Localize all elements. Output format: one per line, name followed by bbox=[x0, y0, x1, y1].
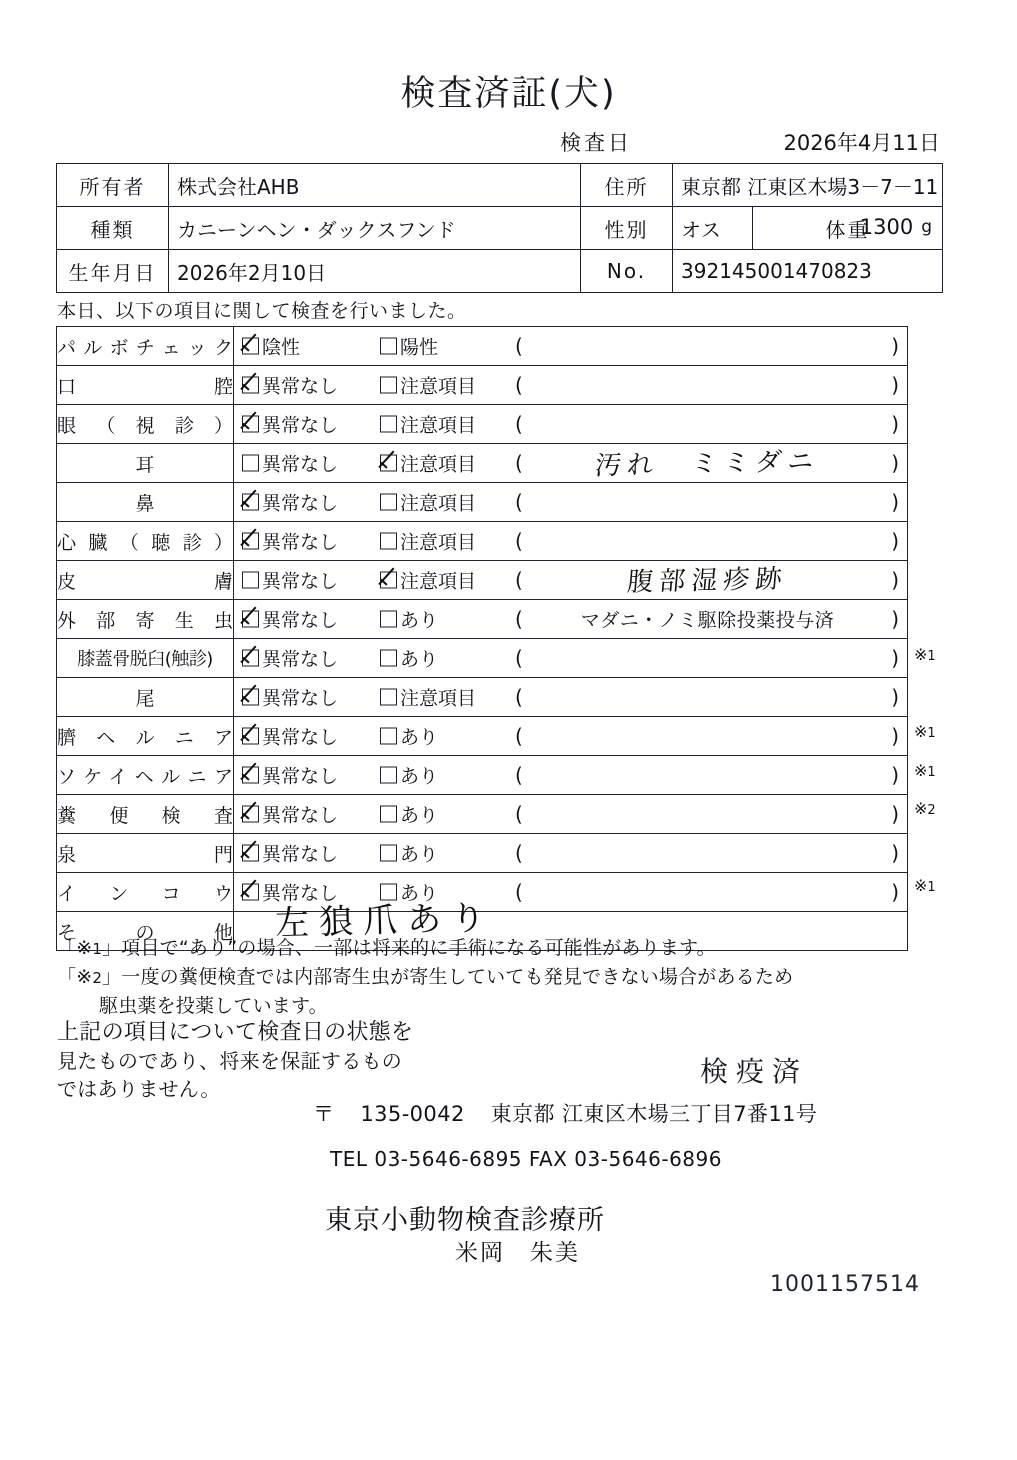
paren-open: ( bbox=[515, 841, 523, 865]
table-row-owner bbox=[57, 164, 943, 207]
checkbox-icon[interactable] bbox=[380, 338, 397, 355]
footnote-marker-number: 1 bbox=[927, 726, 936, 741]
serial-number: 1001157514 bbox=[770, 1272, 920, 1297]
paren-close: ) bbox=[891, 451, 899, 475]
exam-date-label: 検査日 bbox=[560, 131, 632, 155]
checklist-item-options bbox=[234, 717, 908, 756]
checkbox-checked-icon[interactable] bbox=[242, 689, 259, 706]
other-row-label: その他 bbox=[57, 912, 234, 951]
checkbox-icon[interactable] bbox=[380, 689, 397, 706]
option-label: 注意項目 bbox=[400, 492, 477, 515]
checklist-item-label: 皮 膚 bbox=[57, 561, 234, 600]
checklist-option-a[interactable] bbox=[242, 840, 338, 867]
disclaimer-line-3: ではありません。 bbox=[57, 1077, 221, 1101]
paren-open: ( bbox=[515, 568, 523, 592]
table-row bbox=[57, 795, 908, 834]
no-value: 392145001470823 bbox=[673, 250, 943, 293]
checkbox-icon[interactable] bbox=[242, 455, 259, 472]
checklist-item-options bbox=[234, 756, 908, 795]
table-row bbox=[57, 483, 908, 522]
page-title: 検査済証(犬) bbox=[400, 74, 617, 114]
checklist-item-label: 心臓（聴診） bbox=[57, 522, 234, 561]
option-label: 注意項目 bbox=[400, 375, 477, 398]
checklist-item-options bbox=[234, 405, 908, 444]
checklist-item-options bbox=[234, 600, 908, 639]
paren-close: ) bbox=[891, 334, 899, 358]
table-row bbox=[57, 756, 908, 795]
checklist-item-options bbox=[234, 561, 908, 600]
checklist-note-handwritten: 汚れ ミミダニ bbox=[593, 446, 821, 482]
checklist-option-a[interactable] bbox=[242, 645, 338, 672]
paren-open: ( bbox=[515, 802, 523, 826]
footnote-marker-symbol: ※ bbox=[914, 722, 928, 741]
option-label: あり bbox=[400, 765, 439, 788]
checklist-item-options bbox=[234, 483, 908, 522]
paren-open: ( bbox=[515, 412, 523, 436]
checklist-item-label: 泉 門 bbox=[57, 834, 234, 873]
checklist-item-options bbox=[234, 444, 908, 483]
table-row bbox=[57, 327, 908, 366]
checklist-item-label: 耳 bbox=[57, 444, 234, 483]
clinic-name: 東京小動物検査診療所 bbox=[325, 1205, 605, 1236]
option-label: 異常なし bbox=[262, 804, 339, 827]
footnote-2-text-line2: 駆虫薬を投薬しています。 bbox=[99, 995, 328, 1017]
checklist-option-a[interactable] bbox=[242, 528, 338, 555]
option-label: 異常なし bbox=[262, 414, 339, 437]
option-label: 異常なし bbox=[262, 609, 339, 632]
checklist-option-a[interactable] bbox=[242, 801, 338, 828]
checkbox-checked-icon[interactable] bbox=[242, 728, 259, 745]
option-label: あり bbox=[400, 609, 439, 632]
option-label: 注意項目 bbox=[400, 687, 477, 710]
checklist-item-options bbox=[234, 834, 908, 873]
checklist-option-a[interactable] bbox=[242, 723, 338, 750]
disclaimer-line-2: 見たものであり、将来を保証するもの bbox=[57, 1049, 403, 1073]
checklist-option-a[interactable] bbox=[242, 411, 338, 438]
paren-close: ) bbox=[891, 568, 899, 592]
option-label: 異常なし bbox=[262, 843, 339, 866]
checkbox-icon[interactable] bbox=[380, 650, 397, 667]
checklist-option-b[interactable] bbox=[380, 450, 476, 477]
checklist-item-options bbox=[234, 327, 908, 366]
paren-open: ( bbox=[515, 451, 523, 475]
checkbox-icon[interactable] bbox=[380, 533, 397, 550]
checklist-option-a[interactable] bbox=[242, 567, 338, 594]
paren-close: ) bbox=[891, 646, 899, 670]
footnote-marker-symbol: ※ bbox=[914, 760, 928, 780]
option-label: 異常なし bbox=[262, 765, 339, 788]
option-label: 異常なし bbox=[262, 648, 339, 671]
clinic-person-name: 米岡 朱美 bbox=[455, 1240, 580, 1266]
checklist-option-b[interactable] bbox=[380, 684, 476, 711]
footnote-1-prefix: 「※ bbox=[57, 937, 93, 959]
checklist-item-label: ソケイヘルニア bbox=[57, 756, 234, 795]
disclaimer-line-1: 上記の項目について検査日の状態を bbox=[57, 1020, 414, 1045]
footnote-marker-number: 1 bbox=[927, 648, 936, 664]
checkbox-icon[interactable] bbox=[380, 806, 397, 823]
table-row bbox=[57, 678, 908, 717]
option-label: 異常なし bbox=[262, 375, 339, 398]
option-label: 異常なし bbox=[262, 882, 339, 905]
checklist-option-b[interactable] bbox=[380, 411, 476, 438]
clinic-address: 東京都 江東区木場三丁目7番11号 bbox=[490, 1102, 818, 1126]
no-label: No. bbox=[581, 250, 673, 293]
footnote-marker-symbol: ※ bbox=[914, 799, 928, 819]
paren-close: ) bbox=[891, 841, 899, 865]
option-label: 陽性 bbox=[400, 336, 439, 359]
weight-value-cell bbox=[772, 205, 942, 249]
weight-label: 体重 bbox=[753, 207, 943, 250]
footnote-marker-symbol: ※ bbox=[914, 644, 928, 664]
footnote-marker-number: 1 bbox=[927, 880, 936, 896]
paren-close: ) bbox=[891, 412, 899, 436]
table-row bbox=[57, 717, 908, 756]
checklist-option-a[interactable] bbox=[242, 450, 338, 477]
checklist-option-a[interactable] bbox=[242, 606, 338, 633]
checkbox-icon[interactable] bbox=[380, 611, 397, 628]
paren-open: ( bbox=[515, 646, 523, 670]
clinic-address-line bbox=[313, 1098, 817, 1128]
table-row bbox=[57, 522, 908, 561]
pre-note: 本日、以下の項目に関して検査を行いました。 bbox=[57, 300, 467, 322]
checklist-note-handwritten: 腹部湿疹跡 bbox=[625, 564, 789, 598]
checklist-option-b[interactable] bbox=[380, 840, 438, 867]
checklist-option-b[interactable] bbox=[380, 723, 438, 750]
footnote-1-text: 」項目で“あり”の場合、一部は将来的に手術になる可能性があります。 bbox=[102, 937, 716, 959]
checkbox-icon[interactable] bbox=[380, 728, 397, 745]
checklist-option-b[interactable] bbox=[380, 372, 476, 399]
paren-open: ( bbox=[515, 334, 523, 358]
checklist-option-b[interactable] bbox=[380, 762, 438, 789]
birthdate-value: 2026年2月10日 bbox=[169, 250, 581, 293]
paren-open: ( bbox=[515, 763, 523, 787]
table-row bbox=[57, 639, 908, 678]
checklist-item-options bbox=[234, 795, 908, 834]
paren-close: ) bbox=[891, 685, 899, 709]
table-row bbox=[57, 600, 908, 639]
checklist-item-label: 外部寄生虫 bbox=[57, 600, 234, 639]
checkbox-icon[interactable] bbox=[380, 416, 397, 433]
footnote-1-number: 1 bbox=[92, 940, 103, 958]
checklist-option-b[interactable] bbox=[380, 645, 438, 672]
checklist-item-label: 膝蓋骨脱臼(触診) bbox=[57, 639, 234, 678]
postal-code: 135-0042 bbox=[360, 1102, 465, 1126]
checklist-item-label: インコウ bbox=[57, 873, 234, 912]
owner-label: 所有者 bbox=[57, 164, 169, 207]
checkbox-icon[interactable] bbox=[380, 377, 397, 394]
other-handwritten-value: 左狼爪あり bbox=[274, 898, 496, 944]
option-label: 異常なし bbox=[262, 453, 339, 476]
checkbox-checked-icon[interactable] bbox=[242, 767, 259, 784]
footnote-marker-number: 2 bbox=[927, 803, 936, 819]
footnote-marker-symbol: ※ bbox=[914, 876, 928, 896]
option-label: 異常なし bbox=[262, 531, 339, 554]
clinic-tel-fax: TEL 03-5646-6895 FAX 03-5646-6896 bbox=[330, 1147, 722, 1171]
checkbox-checked-icon[interactable] bbox=[380, 455, 397, 472]
weight-value: 1300 bbox=[859, 215, 914, 239]
footnote-2 bbox=[57, 963, 793, 1020]
checkbox-checked-icon[interactable] bbox=[242, 416, 259, 433]
checklist-item-options bbox=[234, 522, 908, 561]
table-row bbox=[57, 834, 908, 873]
table-row bbox=[57, 366, 908, 405]
option-label: あり bbox=[400, 648, 439, 671]
table-row-birthdate bbox=[57, 250, 943, 293]
paren-close: ) bbox=[891, 490, 899, 514]
inspection-checklist-table bbox=[56, 326, 908, 951]
checkbox-icon[interactable] bbox=[380, 845, 397, 862]
paren-open: ( bbox=[515, 490, 523, 514]
option-label: 注意項目 bbox=[400, 414, 477, 437]
paren-close: ) bbox=[891, 529, 899, 553]
checkbox-checked-icon[interactable] bbox=[242, 533, 259, 550]
paren-close: ) bbox=[891, 763, 899, 787]
checkbox-checked-icon[interactable] bbox=[242, 377, 259, 394]
checklist-item-label: 臍ヘルニア bbox=[57, 717, 234, 756]
checklist-option-b[interactable] bbox=[380, 801, 438, 828]
breed-label: 種類 bbox=[57, 207, 169, 250]
option-label: 異常なし bbox=[262, 687, 339, 710]
footnote-marker bbox=[914, 799, 974, 818]
footnote-marker bbox=[914, 761, 974, 780]
checkbox-icon[interactable] bbox=[380, 767, 397, 784]
option-label: 異常なし bbox=[262, 570, 339, 593]
sex-label: 性別 bbox=[581, 207, 673, 250]
checkbox-checked-icon[interactable] bbox=[242, 650, 259, 667]
option-label: あり bbox=[400, 804, 439, 827]
paren-open: ( bbox=[515, 880, 523, 904]
option-label: 注意項目 bbox=[400, 453, 477, 476]
checklist-item-label: パルボチェック bbox=[57, 327, 234, 366]
option-label: 注意項目 bbox=[400, 570, 477, 593]
option-label: 注意項目 bbox=[400, 531, 477, 554]
table-row bbox=[57, 405, 908, 444]
disclaimer bbox=[57, 1019, 413, 1103]
option-label: 異常なし bbox=[262, 726, 339, 749]
footnote-2-prefix: 「※ bbox=[57, 966, 93, 988]
checklist-option-b[interactable] bbox=[380, 333, 438, 360]
checkbox-icon[interactable] bbox=[242, 572, 259, 589]
owner-value: 株式会社AHB bbox=[169, 164, 581, 207]
weight-unit: g bbox=[921, 217, 932, 237]
paren-open: ( bbox=[515, 685, 523, 709]
footnote-2-text: 」一度の糞便検査では内部寄生虫が寄生していても発見できない場合があるため bbox=[102, 966, 794, 988]
option-label: 異常なし bbox=[262, 492, 339, 515]
exam-date-row bbox=[560, 131, 940, 157]
checklist-option-a[interactable] bbox=[242, 684, 338, 711]
paren-close: ) bbox=[891, 724, 899, 748]
table-row bbox=[57, 444, 908, 483]
checklist-item-label: 眼（視診） bbox=[57, 405, 234, 444]
quarantine-stamp: 検疫済 bbox=[700, 1055, 809, 1088]
address-value: 東京都 江東区木場3－7－11 bbox=[673, 164, 943, 207]
checklist-item-label: 鼻 bbox=[57, 483, 234, 522]
option-label: 陰性 bbox=[262, 336, 301, 359]
footnote-marker bbox=[914, 876, 974, 895]
checklist-item-label: 尾 bbox=[57, 678, 234, 717]
checklist-option-a[interactable] bbox=[242, 372, 338, 399]
option-label: あり bbox=[400, 882, 439, 905]
checkbox-checked-icon[interactable] bbox=[242, 494, 259, 511]
birthdate-label: 生年月日 bbox=[57, 250, 169, 293]
checklist-option-b[interactable] bbox=[380, 567, 476, 594]
paren-close: ) bbox=[891, 607, 899, 631]
paren-close: ) bbox=[891, 373, 899, 397]
footnote-marker bbox=[914, 722, 974, 741]
paren-open: ( bbox=[515, 724, 523, 748]
checklist-item-options bbox=[234, 639, 908, 678]
checklist-note: マダニ・ノミ駆除投薬投与済 bbox=[580, 609, 835, 632]
checkbox-checked-icon[interactable] bbox=[242, 338, 259, 355]
option-label: あり bbox=[400, 843, 439, 866]
footnote-2-number: 2 bbox=[92, 969, 103, 987]
checkbox-checked-icon[interactable] bbox=[242, 845, 259, 862]
footnote-marker-number: 1 bbox=[927, 764, 936, 780]
checklist-item-options bbox=[234, 678, 908, 717]
table-row bbox=[57, 561, 908, 600]
footnote-1 bbox=[57, 934, 793, 963]
breed-value: カニーンヘン・ダックスフンド bbox=[169, 207, 581, 250]
paren-close: ) bbox=[891, 880, 899, 904]
exam-date-value: 2026年4月11日 bbox=[783, 131, 940, 155]
checklist-option-b[interactable] bbox=[380, 528, 476, 555]
postal-mark-icon: 〒 bbox=[313, 1102, 335, 1126]
checkbox-checked-icon[interactable] bbox=[242, 611, 259, 628]
address-label: 住所 bbox=[581, 164, 673, 207]
paren-open: ( bbox=[515, 373, 523, 397]
checklist-option-b[interactable] bbox=[380, 489, 476, 516]
checklist-option-a[interactable] bbox=[242, 489, 338, 516]
checklist-item-label: 糞便検査 bbox=[57, 795, 234, 834]
checklist-option-a[interactable] bbox=[242, 762, 338, 789]
checklist-item-options bbox=[234, 366, 908, 405]
checklist-option-b[interactable] bbox=[380, 606, 438, 633]
sex-value: オス bbox=[673, 207, 753, 250]
paren-open: ( bbox=[515, 607, 523, 631]
checkbox-checked-icon[interactable] bbox=[242, 806, 259, 823]
checkbox-icon[interactable] bbox=[380, 494, 397, 511]
checkbox-checked-icon[interactable] bbox=[242, 884, 259, 901]
footnote-marker bbox=[914, 645, 974, 664]
paren-open: ( bbox=[515, 529, 523, 553]
footnotes bbox=[57, 934, 793, 1020]
checklist-item-label: 口 腔 bbox=[57, 366, 234, 405]
paren-close: ) bbox=[891, 802, 899, 826]
checklist-option-a[interactable] bbox=[242, 333, 300, 360]
option-label: あり bbox=[400, 726, 439, 749]
checkbox-checked-icon[interactable] bbox=[380, 572, 397, 589]
